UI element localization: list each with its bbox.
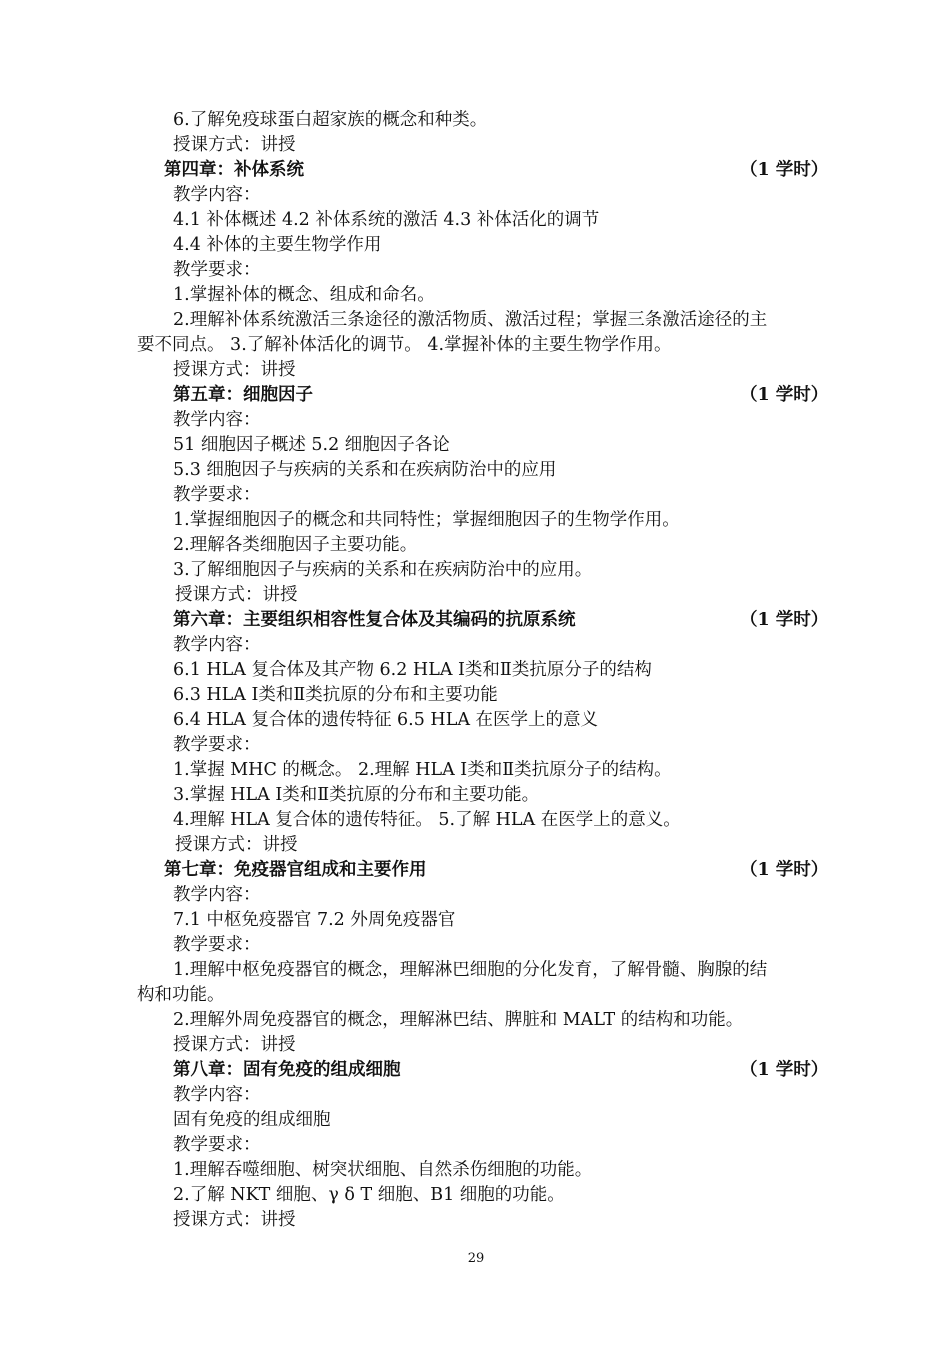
text-line: 3.了解细胞因子与疾病的关系和在疾病防治中的应用。 (173, 560, 593, 580)
text-line: 4.理解 HLA 复合体的遗传特征。 5.了解 HLA 在医学上的意义。 (173, 810, 681, 830)
teaching-method: 授课方式：讲授 (173, 1035, 296, 1055)
text-line: 6.3 HLA Ⅰ类和Ⅱ类抗原的分布和主要功能 (173, 685, 498, 705)
section-label: 教学要求： (173, 735, 261, 755)
chapter-8-hours: （1 学时） (740, 1060, 829, 1080)
section-label: 教学要求： (173, 485, 261, 505)
text-line: 2.理解补体系统激活三条途径的激活物质、激活过程；掌握三条激活途径的主 (173, 310, 768, 330)
text-line: 构和功能。 (137, 985, 225, 1005)
text-line: 1.掌握 MHC 的概念。 2.理解 HLA Ⅰ类和Ⅱ类抗原分子的结构。 (173, 760, 672, 780)
text-line: 固有免疫的组成细胞 (173, 1110, 331, 1130)
teaching-method: 授课方式：讲授 (173, 1210, 296, 1230)
section-label: 教学内容： (173, 635, 261, 655)
text-line: 1.理解中枢免疫器官的概念，理解淋巴细胞的分化发育，了解骨髓、胸腺的结 (173, 960, 768, 980)
text-line: 3.掌握 HLA Ⅰ类和Ⅱ类抗原的分布和主要功能。 (173, 785, 540, 805)
chapter-5-hours: （1 学时） (740, 385, 829, 405)
teaching-method: 授课方式：讲授 (175, 585, 298, 605)
chapter-7-hours: （1 学时） (740, 860, 829, 880)
teaching-method: 授课方式：讲授 (175, 835, 298, 855)
teaching-method: 授课方式：讲授 (173, 360, 296, 380)
text-line: 6.1 HLA 复合体及其产物 6.2 HLA Ⅰ类和Ⅱ类抗原分子的结构 (173, 660, 652, 680)
text-line: 2.理解各类细胞因子主要功能。 (173, 535, 418, 555)
chapter-4-hours: （1 学时） (740, 160, 829, 180)
section-label: 教学要求： (173, 935, 261, 955)
text-line: 2.理解外周免疫器官的概念，理解淋巴结、脾脏和 MALT 的结构和功能。 (173, 1010, 744, 1030)
page-number: 29 (467, 1251, 485, 1266)
text-line: 6.4 HLA 复合体的遗传特征 6.5 HLA 在医学上的意义 (173, 710, 599, 730)
text-line: 6.了解免疫球蛋白超家族的概念和种类。 (173, 110, 488, 130)
section-label: 教学要求： (173, 260, 261, 280)
section-label: 教学内容： (173, 1085, 261, 1105)
text-line: 1.掌握细胞因子的概念和共同特性；掌握细胞因子的生物学作用。 (173, 510, 680, 530)
teaching-method: 授课方式：讲授 (173, 135, 296, 155)
chapter-8-title: 第八章：固有免疫的组成细胞 (173, 1060, 401, 1080)
chapter-6-title: 第六章：主要组织相容性复合体及其编码的抗原系统 (173, 610, 576, 630)
text-line: 51 细胞因子概述 5.2 细胞因子各论 (173, 435, 450, 455)
chapter-5-title: 第五章：细胞因子 (173, 385, 313, 405)
text-line: 7.1 中枢免疫器官 7.2 外周免疫器官 (173, 910, 456, 930)
text-line: 4.4 补体的主要生物学作用 (173, 235, 382, 255)
text-line: 5.3 细胞因子与疾病的关系和在疾病防治中的应用 (173, 460, 557, 480)
chapter-4-title: 第四章：补体系统 (164, 160, 304, 180)
text-line: 1.理解吞噬细胞、树突状细胞、自然杀伤细胞的功能。 (173, 1160, 593, 1180)
text-line: 1.掌握补体的概念、组成和命名。 (173, 285, 435, 305)
section-label: 教学要求： (173, 1135, 261, 1155)
section-label: 教学内容： (173, 185, 261, 205)
text-line: 4.1 补体概述 4.2 补体系统的激活 4.3 补体活化的调节 (173, 210, 600, 230)
section-label: 教学内容： (173, 410, 261, 430)
text-line: 要不同点。 3.了解补体活化的调节。 4.掌握补体的主要生物学作用。 (137, 335, 672, 355)
chapter-6-hours: （1 学时） (740, 610, 829, 630)
section-label: 教学内容： (173, 885, 261, 905)
chapter-7-title: 第七章：免疫器官组成和主要作用 (164, 860, 427, 880)
text-line: 2.了解 NKT 细胞、γ δ T 细胞、B1 细胞的功能。 (173, 1185, 565, 1205)
